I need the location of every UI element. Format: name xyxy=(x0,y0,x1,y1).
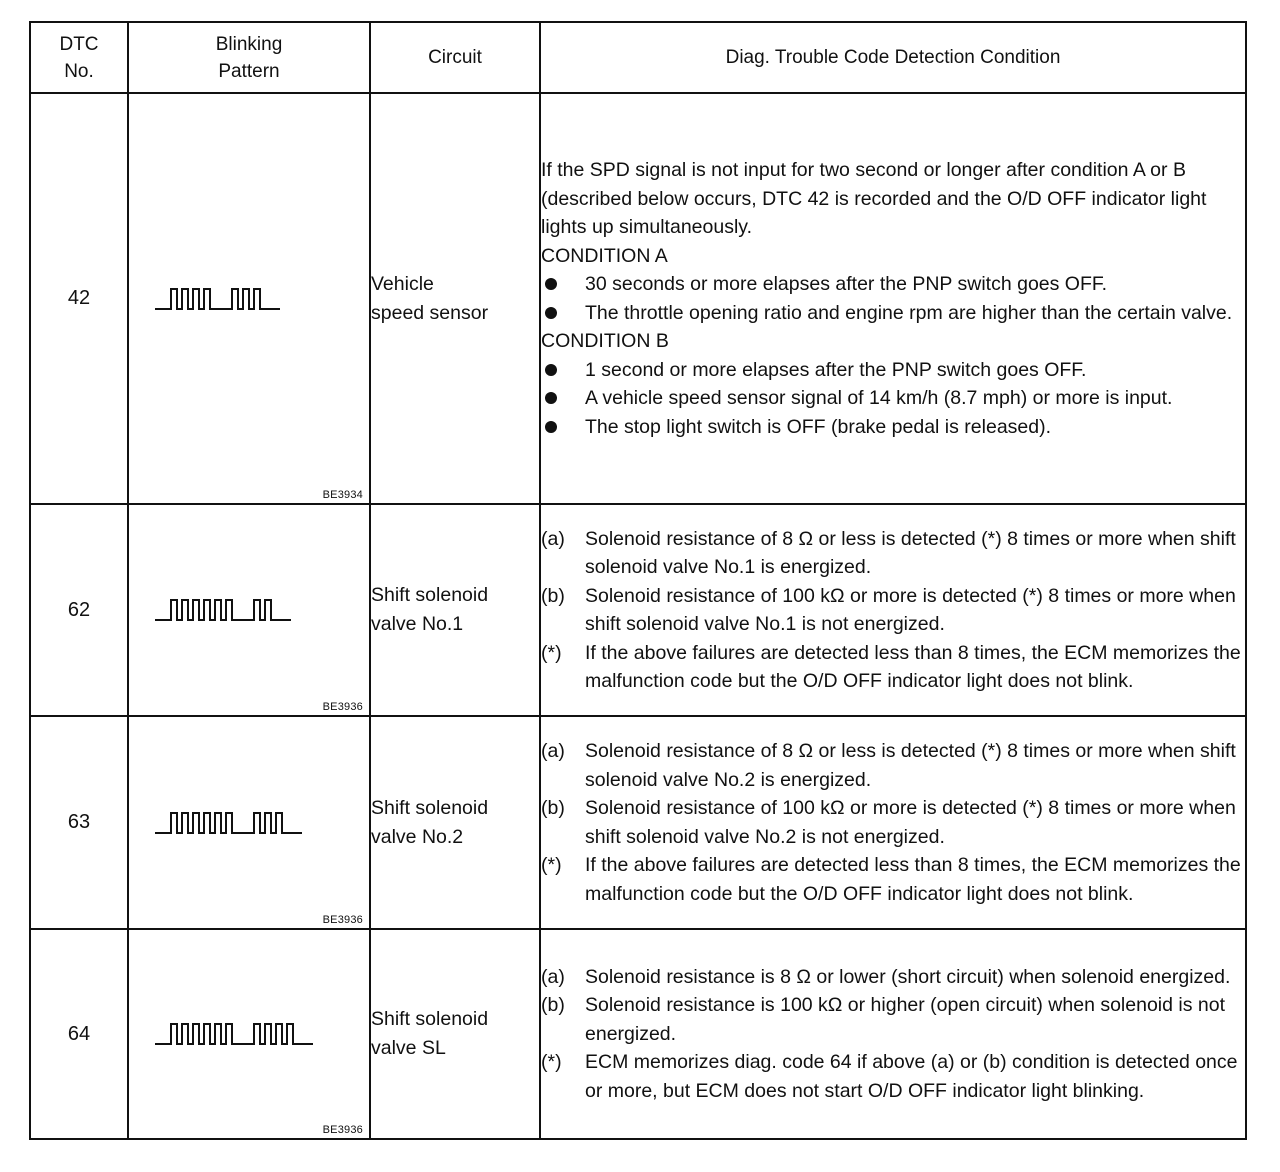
blink-pattern-waveform xyxy=(155,1020,365,1048)
condition-a-heading: CONDITION A xyxy=(541,244,668,267)
bullet-icon xyxy=(545,364,557,376)
header-pattern-line1: Blinking xyxy=(215,33,283,55)
blink-pattern-path xyxy=(155,813,302,833)
header-circuit: Circuit xyxy=(370,22,540,93)
condition-item-b xyxy=(541,794,1245,851)
dtc-row-42 xyxy=(30,93,1246,504)
blink-pattern-path xyxy=(155,1024,313,1044)
detection-condition xyxy=(540,504,1246,716)
condition-b-item xyxy=(541,356,1245,385)
blinking-pattern-cell xyxy=(128,929,370,1139)
circuit-line2: speed sensor xyxy=(371,301,489,324)
condition-text: 30 seconds or more elapses after the PNP switch goes OFF. xyxy=(585,273,1108,295)
bullet-icon xyxy=(545,392,557,404)
item-marker: (a) xyxy=(541,527,565,550)
condition-item-a xyxy=(541,737,1245,794)
circuit-line2: valve SL xyxy=(371,1037,446,1059)
header-dtc-no-line2: No. xyxy=(64,60,94,82)
item-marker: (*) xyxy=(541,641,562,664)
circuit-name xyxy=(370,93,540,504)
detection-condition xyxy=(540,716,1246,929)
figure-code: BE3936 xyxy=(322,701,363,713)
blinking-pattern-cell xyxy=(128,504,370,716)
dtc-number: 42 xyxy=(30,93,128,504)
dtc-row-62 xyxy=(30,504,1246,716)
bullet-icon xyxy=(545,278,557,290)
blink-pattern-path xyxy=(155,289,280,309)
blink-pattern-waveform xyxy=(155,596,365,624)
item-marker: (*) xyxy=(541,854,562,876)
dtc-row-64 xyxy=(30,929,1246,1139)
condition-item-note xyxy=(541,639,1245,696)
blinking-pattern-cell xyxy=(128,716,370,929)
condition-text: Solenoid resistance is 8 Ω or lower (short circuit) when solenoid energized. xyxy=(585,965,1231,988)
detection-condition xyxy=(540,929,1246,1139)
condition-b-item xyxy=(541,384,1245,413)
condition-item-note xyxy=(541,1048,1245,1105)
item-marker: (a) xyxy=(541,965,565,988)
header-pattern-line2: Pattern xyxy=(218,60,280,82)
bullet-icon xyxy=(545,421,557,433)
header-dtc-no xyxy=(30,22,128,93)
condition-text: The stop light switch is OFF (brake pedal is released). xyxy=(585,415,1052,438)
figure-code: BE3936 xyxy=(322,1124,363,1136)
circuit-line1: Vehicle xyxy=(371,272,434,295)
item-marker: (a) xyxy=(541,740,565,762)
condition-text: A vehicle speed sensor signal of 14 km/h (8.7 mph) or more is input. xyxy=(585,387,1173,409)
circuit-line1: Shift solenoid xyxy=(371,584,489,606)
circuit-line1: Shift solenoid xyxy=(371,796,489,819)
condition-item-b xyxy=(541,991,1245,1048)
condition-text: Solenoid resistance of 100 kΩ or more is detected (*) 8 times or more when shift solenoid valve No.1 is not energized. xyxy=(585,584,1236,635)
condition-text: ECM memorizes diag. code 64 if above (a) or (b) condition is detected once or more, but ECM does not start O/D OFF indicator light blinking. xyxy=(585,1051,1238,1102)
item-marker: (b) xyxy=(541,584,565,607)
condition-text: Solenoid resistance of 8 Ω or less is detected (*) 8 times or more when shift solenoid valve No.1 is energized. xyxy=(585,527,1236,578)
blink-pattern-waveform xyxy=(155,809,365,837)
condition-b-item xyxy=(541,413,1245,442)
condition-a-item xyxy=(541,270,1245,299)
condition-item-a xyxy=(541,525,1245,582)
dtc-number: 64 xyxy=(30,929,128,1139)
bullet-icon xyxy=(545,307,557,319)
circuit-name xyxy=(370,504,540,716)
blinking-pattern-cell xyxy=(128,93,370,504)
condition-text: The throttle opening ratio and engine rpm are higher than the certain valve. xyxy=(585,301,1233,324)
condition-text: If the above failures are detected less than 8 times, the ECM memorizes the malfunction code but the O/D OFF indicator light does not blink. xyxy=(585,641,1241,692)
figure-code: BE3934 xyxy=(322,489,363,501)
header-row xyxy=(30,22,1246,93)
circuit-name xyxy=(370,929,540,1139)
dtc-row-63 xyxy=(30,716,1246,929)
condition-item-a xyxy=(541,963,1245,992)
dtc-number: 63 xyxy=(30,716,128,929)
dtc-table xyxy=(29,21,1247,1140)
detection-condition xyxy=(540,93,1246,504)
circuit-line2: valve No.1 xyxy=(371,613,464,635)
circuit-name xyxy=(370,716,540,929)
condition-text: 1 second or more elapses after the PNP switch goes OFF. xyxy=(585,358,1087,381)
blink-pattern-path xyxy=(155,600,291,620)
condition-item-b xyxy=(541,582,1245,639)
header-blinking-pattern xyxy=(128,22,370,93)
condition-text: Solenoid resistance of 100 kΩ or more is detected (*) 8 times or more when shift solenoid valve No.2 is not energized. xyxy=(585,797,1236,848)
condition-item-note xyxy=(541,851,1245,908)
circuit-line2: valve No.2 xyxy=(371,825,464,848)
item-marker: (b) xyxy=(541,994,565,1017)
header-dtc-no-line1: DTC xyxy=(59,33,99,55)
condition-intro: If the SPD signal is not input for two second or longer after condition A or B (described below occurs, DTC 42 is recorded and the O/D OFF indicator light lights up simultaneously. xyxy=(541,159,1207,238)
blink-pattern-waveform xyxy=(155,285,365,313)
circuit-line1: Shift solenoid xyxy=(371,1008,489,1030)
condition-text: If the above failures are detected less than 8 times, the ECM memorizes the malfunction code but the O/D OFF indicator light does not blink. xyxy=(585,854,1241,905)
condition-text: Solenoid resistance is 100 kΩ or higher (open circuit) when solenoid is not energized. xyxy=(585,994,1226,1045)
dtc-number: 62 xyxy=(30,504,128,716)
item-marker: (*) xyxy=(541,1051,562,1074)
condition-a-item xyxy=(541,299,1245,328)
item-marker: (b) xyxy=(541,797,565,819)
condition-text: Solenoid resistance of 8 Ω or less is detected (*) 8 times or more when shift solenoid valve No.2 is energized. xyxy=(585,740,1236,791)
condition-b-heading: CONDITION B xyxy=(541,330,669,352)
header-condition: Diag. Trouble Code Detection Condition xyxy=(540,22,1246,93)
figure-code: BE3936 xyxy=(322,914,363,926)
